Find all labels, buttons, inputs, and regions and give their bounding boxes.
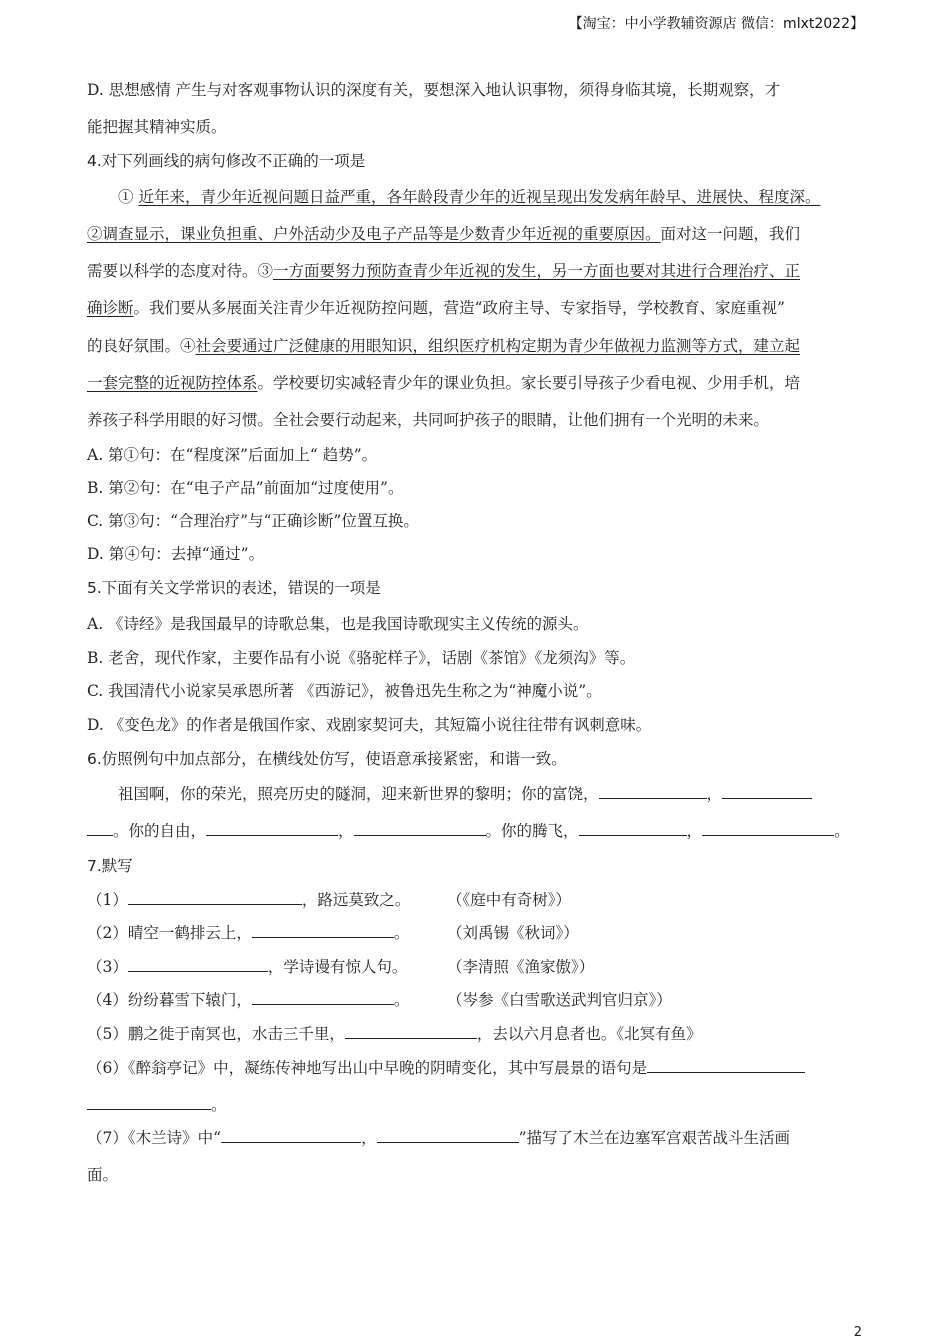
q4-text: 。学校要切实减轻青少年的课业负担。家长要引导孩子少看电视、少用手机，培 (257, 374, 801, 392)
question-6-title: 6.仿照例句中加点部分，在横线处仿写，使语意承接紧密，和谐一致。 (87, 750, 567, 768)
q7-item-number: （7） (87, 1129, 128, 1147)
q7-blank-6a[interactable] (647, 1058, 805, 1073)
q7-item-5 (87, 1023, 702, 1045)
q6-blank-3b[interactable] (702, 821, 834, 836)
q6-blank-1b[interactable] (722, 784, 812, 799)
q7-text: 《木兰诗》中“ (127, 1129, 222, 1147)
q7-text: 。 (393, 924, 410, 942)
q7-text: 。 (393, 991, 410, 1009)
q4-passage-line2 (87, 223, 800, 245)
q7-blank-7a[interactable] (221, 1128, 361, 1143)
q3-option-d-line1: D. 思想感情 产生与对客观事物认识的深度有关，要想深入地认识事物，须得身临其境，长期观察，才 (87, 81, 781, 99)
q4-underlined-sentence-1: 近年来，青少年近视问题日益严重，各年龄段青少年的近视呈现出发发病年龄早、进展快、程度深。 (138, 188, 821, 206)
q7-text: ，学诗谩有惊人句。 (267, 958, 408, 976)
q7-item-1 (87, 889, 410, 911)
q4-passage-line7: 养孩子科学用眼的好习惯。全社会要行动起来，共同呵护孩子的眼睛，让他们拥有一个光明的未来。 (87, 411, 770, 429)
q7-text: 。 (211, 1096, 227, 1114)
q4-passage-line3 (87, 260, 800, 282)
q4-option-d[interactable]: D. 第④句：去掉“通过”。 (87, 545, 265, 563)
q7-source-3: （李清照《渔家傲》） (447, 958, 595, 976)
q4-mark-1: ① (118, 188, 134, 206)
question-4-title: 4.对下列画线的病句修改不正确的一项是 (87, 152, 366, 170)
q7-item-number: （5） (87, 1025, 128, 1043)
q5-option-b[interactable]: B. 老舍，现代作家，主要作品有小说《骆驼样子》，话剧《茶馆》《龙须沟》等。 (87, 649, 636, 667)
q5-option-d[interactable]: D. 《变色龙》的作者是俄国作家、戏剧家契诃夫，其短篇小说往往带有讽刺意味。 (87, 716, 652, 734)
q4-text: 的良好氛围。④ (87, 337, 196, 355)
q7-text: 纷纷暮雪下辕门， (127, 991, 252, 1009)
q7-text: ，去以六月息者也。《北冥有鱼》 (476, 1025, 702, 1043)
page-header: 【淘宝：中小学教辅资源店 微信：mlxt2022】 (568, 16, 864, 32)
q6-blank-1a[interactable] (599, 784, 707, 799)
q4-option-a[interactable]: A. 第①句：在“程度深”后面加上“ 趋势”。 (87, 446, 378, 464)
q7-blank-6b[interactable] (87, 1095, 211, 1110)
question-7-title: 7.默写 (87, 857, 133, 875)
q5-option-a[interactable]: A. 《诗经》是我国最早的诗歌总集，也是我国诗歌现实主义传统的源头。 (87, 615, 589, 633)
q7-item-number: （2） (87, 924, 128, 942)
q4-passage-line5 (87, 335, 800, 357)
q4-underlined-sentence-2: ②调查显示，课业负担重、户外活动少及电子产品等是少数青少年近视的重要原因。 (87, 225, 661, 243)
q7-item-3 (87, 956, 407, 978)
q7-item-number: （6） (87, 1059, 128, 1077)
q6-comma: ， (338, 822, 354, 840)
q7-text: ”描写了木兰在边塞军宫艰苦战斗生活画 (518, 1129, 791, 1147)
q7-blank-2[interactable] (252, 923, 394, 938)
q5-option-c[interactable]: C. 我国清代小说家吴承恩所著 《西游记》，被鲁迅先生称之为“神魔小说”。 (87, 682, 602, 700)
q7-item-7-line2: 面。 (87, 1166, 119, 1184)
q6-text: 。你的腾飞， (485, 822, 579, 840)
q4-text: 。我们要从多展面关注青少年近视防控问题，营造“政府主导、专家指导，学校教育、家庭重视” (133, 299, 785, 317)
q4-passage-line4 (87, 297, 785, 319)
q7-text: 晴空一鹤排云上， (127, 924, 252, 942)
q6-blank-2b[interactable] (354, 821, 486, 836)
q7-item-4 (87, 989, 409, 1011)
q6-comma: ， (706, 785, 723, 803)
q7-text: 《醉翁亭记》中，凝练传神地写出山中早晚的阴晴变化，其中写晨景的语句是 (127, 1059, 648, 1077)
q7-item-number: （4） (87, 991, 128, 1009)
q4-text: 面对这一问题，我们 (660, 225, 801, 243)
q7-blank-4[interactable] (252, 990, 394, 1005)
q6-blank-3a[interactable] (579, 821, 687, 836)
q7-source-1: （《庭中有奇树》） (447, 891, 572, 909)
q4-text: 需要以科学的态度对待。③ (87, 262, 274, 280)
q7-text: ， (361, 1129, 377, 1147)
q4-underlined-sentence-3b: 确诊断 (87, 299, 134, 317)
q4-underlined-sentence-4b: 一套完整的近视防控体系 (87, 374, 258, 392)
q7-blank-3[interactable] (128, 957, 268, 972)
q7-blank-1[interactable] (128, 890, 302, 905)
q4-passage-line1 (118, 186, 820, 208)
q4-underlined-sentence-3a: 一方面要努力预防查青少年近视的发生，另一方面也要对其进行合理治疗、正 (273, 262, 801, 280)
q7-item-6 (87, 1057, 805, 1079)
q6-text: 。你的自由， (113, 822, 207, 840)
q7-item-number: （1） (87, 891, 128, 909)
q7-source-2: （刘禹锡《秋词》） (447, 924, 579, 942)
q6-blank-2a[interactable] (206, 821, 338, 836)
q3-option-d-line2: 能把握其精神实质。 (87, 118, 227, 136)
q4-underlined-sentence-4a: 社会要通过广泛健康的用眼知识，组织医疗机构定期为青少年做视力监测等方式，建立起 (195, 337, 801, 355)
q4-passage-line6 (87, 372, 800, 394)
q7-item-number: （3） (87, 958, 128, 976)
page-number: 2 (853, 1325, 862, 1340)
q6-line1 (118, 783, 812, 805)
q7-text: ，路远莫致之。 (301, 891, 411, 909)
q7-blank-5[interactable] (345, 1024, 477, 1039)
q7-item-7 (87, 1127, 790, 1149)
q6-line2 (87, 820, 850, 842)
q6-text: 。 (834, 822, 850, 840)
question-5-title: 5.下面有关文学常识的表述，错误的一项是 (87, 579, 381, 597)
q7-item-6-line2 (87, 1094, 227, 1116)
q6-blank-1b-cont[interactable] (87, 821, 113, 836)
q7-item-2 (87, 922, 409, 944)
q7-blank-7b[interactable] (377, 1128, 519, 1143)
q6-comma: ， (686, 822, 703, 840)
q4-option-c[interactable]: C. 第③句：“合理治疗”与“正确诊断”位置互换。 (87, 512, 419, 530)
q7-text: 鹏之徙于南冥也，水击三千里， (127, 1025, 345, 1043)
q4-option-b[interactable]: B. 第②句：在“电子产品”前面加“过度使用”。 (87, 479, 404, 497)
q7-source-4: （岑参《白雪歌送武判官归京》） (447, 991, 672, 1009)
q6-text: 祖国啊，你的荣光，照亮历史的隧洞，迎来新世界的黎明；你的富饶， (118, 785, 599, 803)
